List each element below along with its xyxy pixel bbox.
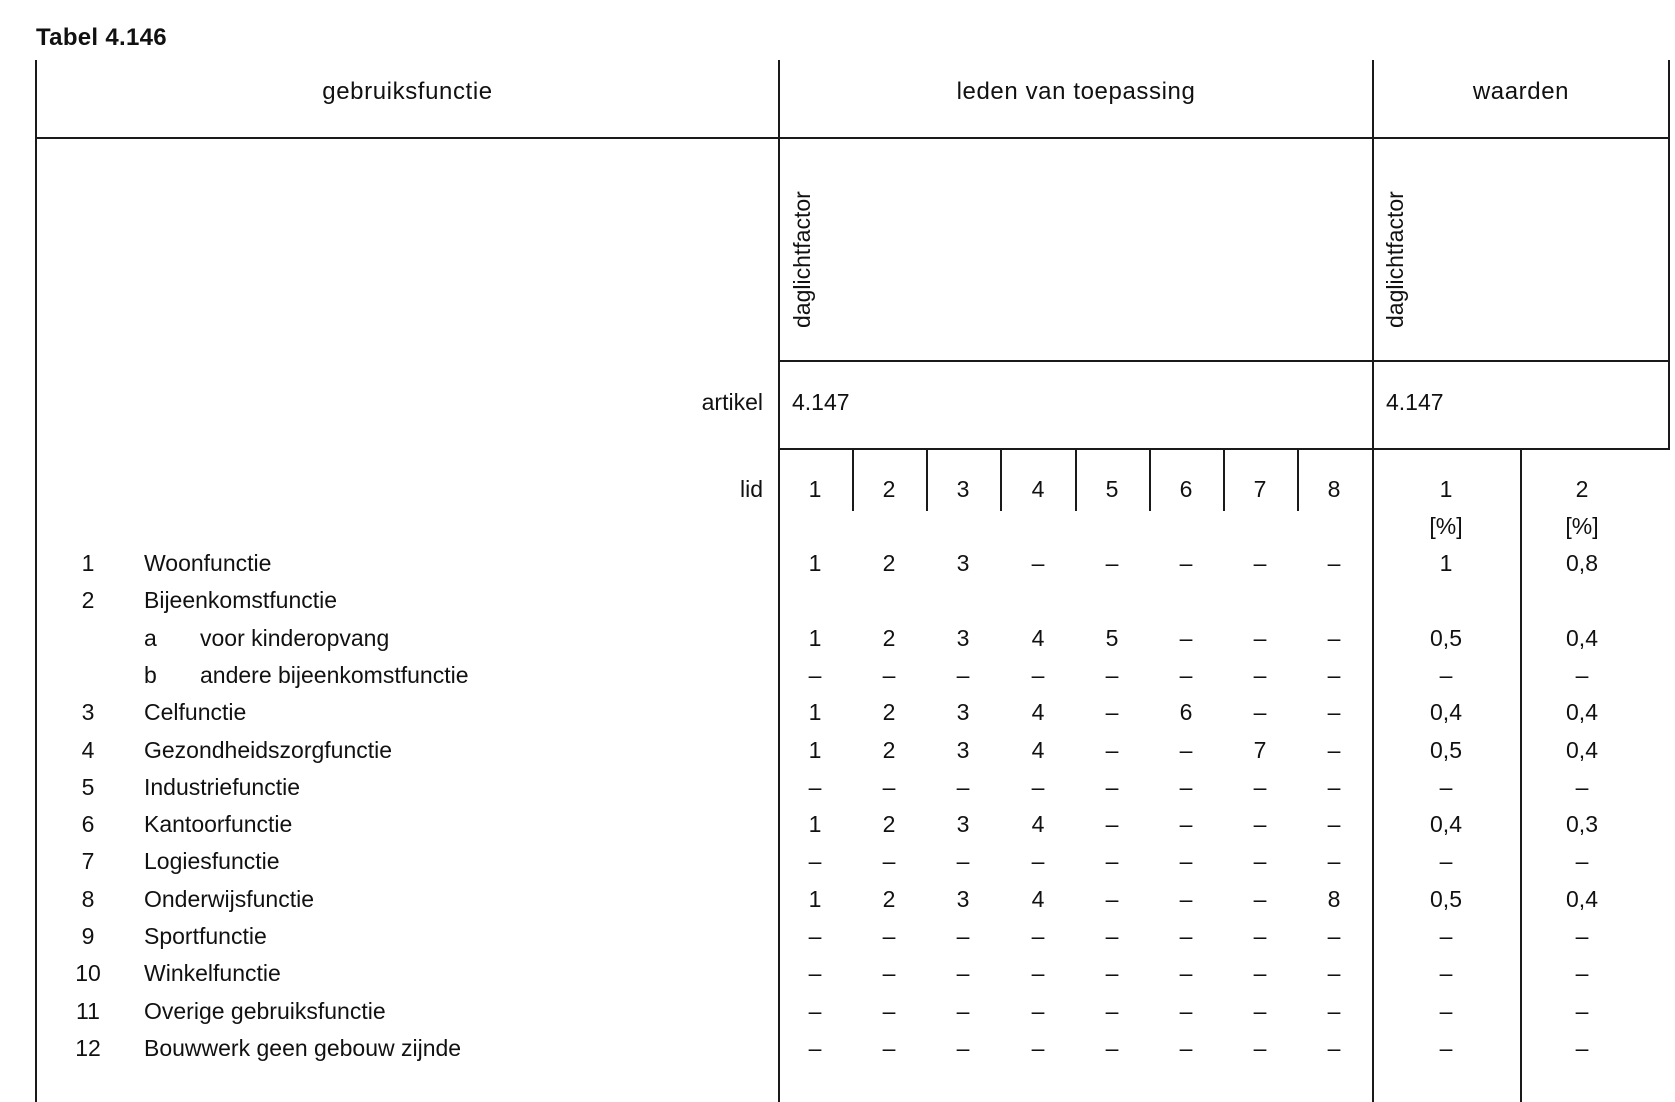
leden-cell: – — [1031, 774, 1045, 800]
leden-cell: – — [1253, 550, 1267, 576]
waarden-cell: – — [1439, 960, 1453, 986]
header-bottom-line — [35, 137, 1670, 139]
leden-cell: – — [1179, 1035, 1193, 1061]
leden-cell: – — [1253, 625, 1267, 651]
row-number: 8 — [81, 886, 95, 912]
divider-leden-waarden — [1372, 60, 1374, 1102]
leden-cell: 2 — [882, 625, 896, 651]
lid-number: 6 — [1179, 476, 1193, 502]
leden-cell: – — [1179, 960, 1193, 986]
row-number: 4 — [81, 737, 95, 763]
leden-cell: – — [1031, 923, 1045, 949]
lid-number: 5 — [1105, 476, 1119, 502]
waarden-cell: 0,4 — [1566, 699, 1598, 725]
row-number: 9 — [81, 923, 95, 949]
leden-cell: – — [1031, 960, 1045, 986]
row-number: 5 — [81, 774, 95, 800]
lid-number: 1 — [808, 476, 822, 502]
row-number: 2 — [81, 587, 95, 613]
row-label: Logiesfunctie — [144, 848, 280, 874]
artikel-waarden-value: 4.147 — [1386, 389, 1444, 415]
leden-cell: – — [1105, 960, 1119, 986]
lid-number: 4 — [1031, 476, 1045, 502]
row-sub-letter: b — [144, 662, 157, 688]
waarden-cell: 0,5 — [1430, 737, 1462, 763]
row-number: 3 — [81, 699, 95, 725]
waarden-cell: 0,4 — [1430, 811, 1462, 837]
divider-function-leden — [778, 60, 780, 1102]
leden-cell: – — [1253, 811, 1267, 837]
waarden-cell: – — [1575, 774, 1589, 800]
leden-cell: 3 — [956, 811, 970, 837]
row-label: Bijeenkomstfunctie — [144, 587, 338, 613]
leden-cell: – — [1179, 774, 1193, 800]
leden-cell: – — [1327, 625, 1341, 651]
lid-tick — [1223, 449, 1225, 511]
waarden-cell: – — [1439, 923, 1453, 949]
leden-cell: – — [882, 774, 896, 800]
table-title: Tabel 4.146 — [36, 24, 167, 51]
leden-cell: – — [1179, 625, 1193, 651]
unit-label: [%] — [1565, 513, 1599, 539]
row-number: 10 — [75, 960, 101, 986]
waarden-cell: 1 — [1439, 550, 1453, 576]
leden-cell: – — [1031, 848, 1045, 874]
row-number: 11 — [76, 998, 100, 1024]
leden-cell: 6 — [1179, 699, 1193, 725]
leden-cell: – — [1105, 1035, 1119, 1061]
leden-cell: – — [956, 662, 970, 688]
row-label: Sportfunctie — [144, 923, 267, 949]
leden-cell: – — [1327, 923, 1341, 949]
waarden-cell: – — [1439, 662, 1453, 688]
artikel-label: artikel — [701, 389, 763, 415]
frame-right-line — [1668, 60, 1670, 450]
leden-cell: – — [1105, 811, 1119, 837]
row-label: Gezondheidszorgfunctie — [144, 737, 393, 763]
header-gebruiksfunctie: gebruiksfunctie — [322, 78, 493, 105]
leden-cell: – — [808, 848, 822, 874]
leden-cell: – — [1253, 960, 1267, 986]
leden-cell: – — [882, 923, 896, 949]
waarden-cell: – — [1575, 960, 1589, 986]
lid-number: 7 — [1253, 476, 1267, 502]
rotated-label-waarden: daglichtfactor — [1382, 191, 1408, 328]
leden-cell: – — [1253, 774, 1267, 800]
divider-waarden-columns — [1520, 449, 1522, 1102]
leden-cell: 1 — [808, 550, 822, 576]
leden-cell: – — [1179, 998, 1193, 1024]
leden-cell: 2 — [882, 811, 896, 837]
leden-cell: 1 — [808, 886, 822, 912]
waarden-cell: 0,4 — [1430, 699, 1462, 725]
leden-cell: 1 — [808, 737, 822, 763]
leden-cell: 3 — [956, 699, 970, 725]
row-number: 6 — [81, 811, 95, 837]
leden-cell: 2 — [882, 699, 896, 725]
waarden-cell: – — [1575, 998, 1589, 1024]
leden-cell: 3 — [956, 550, 970, 576]
leden-cell: 2 — [882, 550, 896, 576]
leden-cell: 4 — [1031, 737, 1045, 763]
leden-cell: – — [956, 848, 970, 874]
row-label: Overige gebruiksfunctie — [144, 998, 386, 1024]
leden-cell: – — [1253, 1035, 1267, 1061]
header-waarden: waarden — [1472, 78, 1570, 105]
waarden-cell: – — [1439, 848, 1453, 874]
leden-cell: – — [1253, 998, 1267, 1024]
leden-cell: 8 — [1327, 886, 1341, 912]
leden-cell: 4 — [1031, 625, 1045, 651]
artikel-leden-value: 4.147 — [792, 389, 850, 415]
leden-cell: – — [1253, 848, 1267, 874]
leden-cell: 4 — [1031, 811, 1045, 837]
leden-cell: – — [1327, 774, 1341, 800]
unit-label: [%] — [1429, 513, 1463, 539]
row-label: Winkelfunctie — [144, 960, 281, 986]
leden-cell: – — [808, 960, 822, 986]
leden-cell: – — [1031, 1035, 1045, 1061]
rotated-row-bottom-line — [778, 360, 1670, 362]
rotated-label-leden: daglichtfactor — [789, 191, 815, 328]
row-label: voor kinderopvang — [200, 625, 390, 651]
leden-cell: – — [1327, 550, 1341, 576]
leden-cell: – — [1253, 886, 1267, 912]
lid-number: 8 — [1327, 476, 1341, 502]
waarden-cell: 0,8 — [1566, 550, 1598, 576]
waarden-cell: – — [1575, 923, 1589, 949]
leden-cell: 5 — [1105, 625, 1119, 651]
leden-cell: – — [1105, 550, 1119, 576]
lid-tick — [1149, 449, 1151, 511]
row-number: 12 — [75, 1035, 101, 1061]
leden-cell: 7 — [1253, 737, 1267, 763]
leden-cell: 3 — [956, 886, 970, 912]
leden-cell: – — [1327, 662, 1341, 688]
leden-cell: – — [1105, 923, 1119, 949]
row-label: andere bijeenkomstfunctie — [200, 662, 469, 688]
leden-cell: – — [1327, 811, 1341, 837]
lid-tick — [1075, 449, 1077, 511]
leden-cell: – — [1327, 848, 1341, 874]
waarden-cell: – — [1575, 848, 1589, 874]
waarden-cell: 0,4 — [1566, 886, 1598, 912]
leden-cell: – — [1253, 923, 1267, 949]
waarden-cell: 0,4 — [1566, 625, 1598, 651]
leden-cell: – — [882, 960, 896, 986]
leden-cell: – — [1105, 886, 1119, 912]
leden-cell: – — [1031, 998, 1045, 1024]
leden-cell: – — [1179, 923, 1193, 949]
leden-cell: – — [882, 662, 896, 688]
leden-cell: – — [1179, 811, 1193, 837]
leden-cell: – — [1031, 550, 1045, 576]
lid-tick — [926, 449, 928, 511]
leden-cell: 1 — [808, 699, 822, 725]
leden-cell: – — [808, 774, 822, 800]
row-label: Kantoorfunctie — [144, 811, 293, 837]
lid-tick — [852, 449, 854, 511]
waarden-cell: – — [1439, 774, 1453, 800]
leden-cell: – — [956, 1035, 970, 1061]
leden-cell: – — [1179, 550, 1193, 576]
row-number: 1 — [81, 550, 95, 576]
leden-cell: 1 — [808, 811, 822, 837]
leden-cell: – — [808, 1035, 822, 1061]
leden-cell: – — [956, 923, 970, 949]
leden-cell: – — [1105, 737, 1119, 763]
lid-tick — [1000, 449, 1002, 511]
leden-cell: – — [1327, 998, 1341, 1024]
leden-cell: – — [1327, 737, 1341, 763]
row-sub-letter: a — [144, 625, 157, 651]
waarden-cell: – — [1575, 662, 1589, 688]
leden-cell: – — [808, 923, 822, 949]
lid-label: lid — [739, 476, 763, 502]
leden-cell: – — [1105, 699, 1119, 725]
leden-cell: – — [1327, 1035, 1341, 1061]
lid-number: 2 — [882, 476, 896, 502]
waarden-cell: 0,4 — [1566, 737, 1598, 763]
leden-cell: – — [882, 998, 896, 1024]
row-label: Woonfunctie — [144, 550, 272, 576]
waarden-cell: 0,5 — [1430, 886, 1462, 912]
leden-cell: 1 — [808, 625, 822, 651]
leden-cell: – — [1327, 699, 1341, 725]
lid-number: 3 — [956, 476, 970, 502]
leden-cell: – — [1253, 699, 1267, 725]
waarden-cell: – — [1575, 1035, 1589, 1061]
waarden-cell: – — [1439, 998, 1453, 1024]
leden-cell: – — [956, 774, 970, 800]
leden-cell: 4 — [1031, 699, 1045, 725]
leden-cell: – — [1031, 662, 1045, 688]
row-label: Industriefunctie — [144, 774, 300, 800]
leden-cell: – — [1253, 662, 1267, 688]
lid-tick — [1297, 449, 1299, 511]
leden-cell: – — [956, 960, 970, 986]
row-label: Celfunctie — [144, 699, 247, 725]
waarden-cell: 0,3 — [1566, 811, 1598, 837]
leden-cell: – — [1179, 662, 1193, 688]
lid-number: 2 — [1575, 476, 1589, 502]
leden-cell: 4 — [1031, 886, 1045, 912]
leden-cell: – — [956, 998, 970, 1024]
leden-cell: – — [882, 848, 896, 874]
leden-cell: – — [1179, 737, 1193, 763]
leden-cell: – — [808, 662, 822, 688]
leden-cell: – — [1179, 886, 1193, 912]
row-label: Onderwijsfunctie — [144, 886, 315, 912]
frame-left-line — [35, 60, 37, 1102]
leden-cell: – — [1105, 662, 1119, 688]
waarden-cell: – — [1439, 1035, 1453, 1061]
leden-cell: – — [1105, 998, 1119, 1024]
leden-cell: 3 — [956, 625, 970, 651]
lid-number: 1 — [1439, 476, 1453, 502]
leden-cell: 2 — [882, 886, 896, 912]
row-label: Bouwwerk geen gebouw zijnde — [144, 1035, 462, 1061]
leden-cell: 3 — [956, 737, 970, 763]
header-leden-van-toepassing: leden van toepassing — [956, 78, 1196, 105]
waarden-cell: 0,5 — [1430, 625, 1462, 651]
leden-cell: – — [808, 998, 822, 1024]
leden-cell: – — [1327, 960, 1341, 986]
leden-cell: – — [1179, 848, 1193, 874]
leden-cell: – — [882, 1035, 896, 1061]
row-number: 7 — [81, 848, 95, 874]
leden-cell: – — [1105, 848, 1119, 874]
leden-cell: – — [1105, 774, 1119, 800]
leden-cell: 2 — [882, 737, 896, 763]
